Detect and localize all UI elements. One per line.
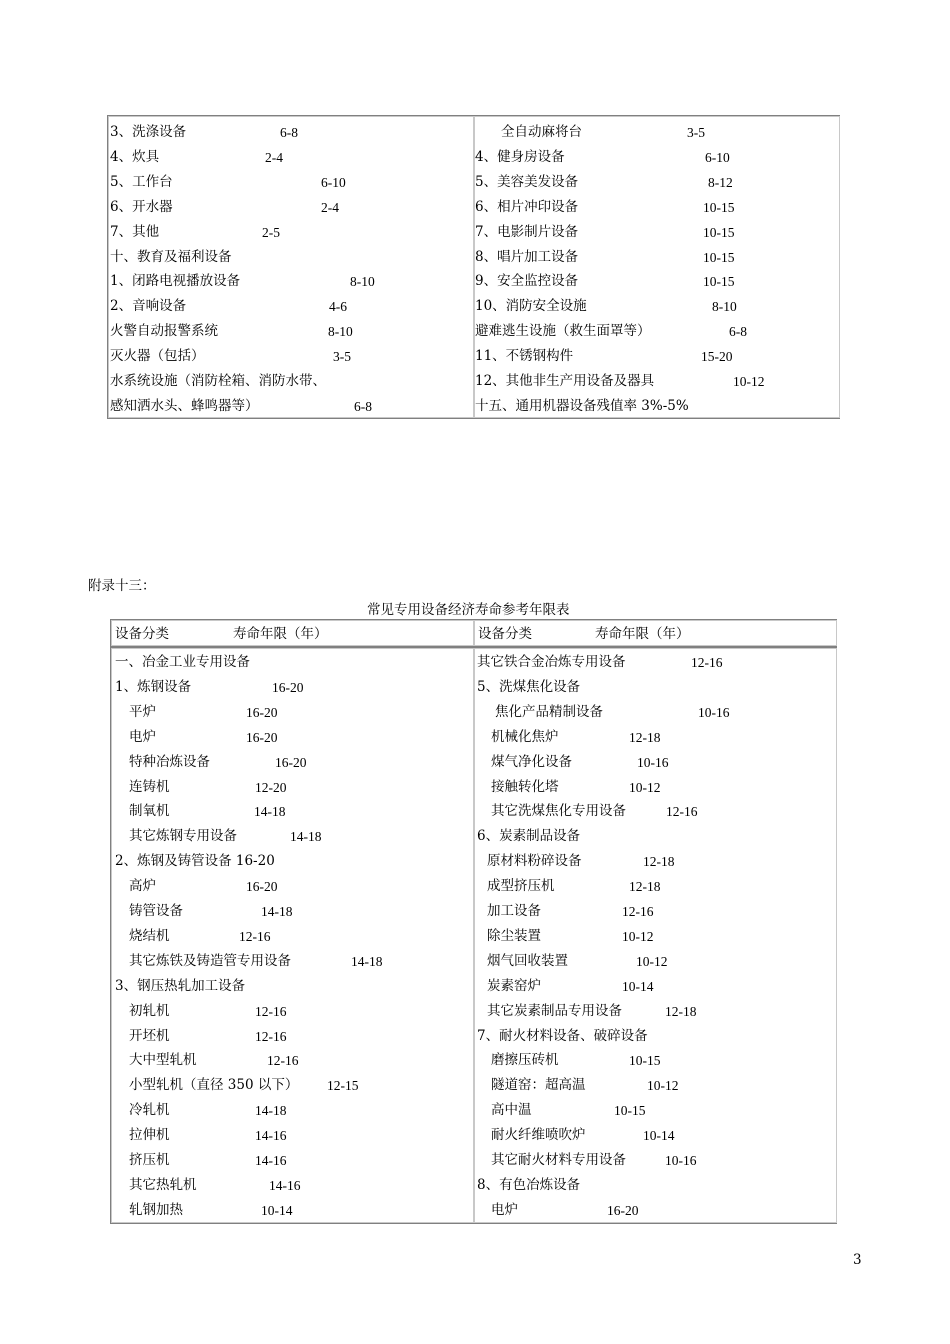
table-row [477,1098,837,1123]
table-row [477,650,837,675]
lifespan-years: 12-18 [643,854,675,870]
equipment-name: 制氧机 [129,803,170,820]
appendix-label: 附录十三： [88,578,156,594]
equipment-name: 火警自动报警系统 [110,323,218,340]
equipment-name: 耐火纤维喷吹炉 [491,1127,586,1144]
equipment-name: 铸管设备 [129,903,183,919]
lifespan-years: 10-12 [647,1078,679,1094]
equipment-name: 轧钢加热 [129,1201,183,1218]
lifespan-years: 14-16 [255,1153,287,1168]
table-row [475,245,835,270]
lifespan-years: 16-20 [246,704,278,720]
equipment-name: 全自动麻将台 [501,124,582,140]
table-row [115,1173,475,1198]
equipment-name: 隧道窑：超高温 [491,1077,586,1094]
equipment-name: 炭素窑炉 [487,977,541,994]
table-row [115,1198,475,1223]
lifespan-years: 14-16 [255,1128,287,1144]
equipment-name: 灭火器（包括） [110,348,205,365]
equipment-name: 焦化产品精制设备 [495,703,603,720]
table-row [115,849,475,874]
lifespan-years: 10-15 [629,1053,661,1069]
lifespan-years: 12-18 [665,1003,697,1019]
equipment-name: 电炉 [491,1201,518,1218]
equipment-name: 9、安全监控设备 [475,273,579,290]
table-row [110,120,470,145]
table-row [115,799,475,824]
equipment-name: 特种冶炼设备 [129,753,210,770]
equipment-name: 2、音响设备 [110,298,187,315]
lifespan-years: 14-18 [290,829,322,845]
lifespan-years: 6-8 [729,324,747,340]
table-row [110,220,470,245]
table-row [477,1148,837,1173]
equipment-name: 成型挤压机 [487,878,555,895]
lifespan-years: 10-12 [636,953,668,969]
lifespan-years: 10-15 [614,1103,646,1119]
equipment-name: 小型轧机（直径 350 以下） [129,1077,299,1094]
table-row [475,195,835,220]
equipment-name: 高炉 [129,878,156,895]
table-row [115,650,475,675]
equipment-name: 高中温 [491,1102,532,1119]
equipment-name: 十、教育及福利设备 [110,248,232,265]
table-2-header-left [115,622,465,647]
table-row [477,1048,837,1073]
lifespan-years: 8-10 [328,324,353,340]
equipment-name: 一、冶金工业专用设备 [115,654,250,670]
lifespan-years: 3-5 [687,125,705,140]
page-number: 3 [853,1252,862,1268]
table-row [477,1073,837,1098]
table-row [110,294,470,319]
equipment-name: 烟气回收装置 [487,952,568,969]
lifespan-years: 12-16 [622,904,654,919]
lifespan-years: 10-15 [703,274,735,290]
equipment-name: 其它热轧机 [129,1176,197,1193]
lifespan-years: 16-20 [246,879,278,895]
table-row [477,775,837,800]
equipment-name: 7、耐火材料设备、破碎设备 [477,1027,648,1044]
lifespan-years: 10-12 [622,928,654,944]
equipment-name: 烧结机 [129,927,170,944]
table-row [115,999,475,1024]
table-row [110,369,470,394]
lifespan-years: 8-10 [350,274,375,290]
lifespan-years: 6-10 [705,149,730,165]
table-row [115,1048,475,1073]
table-row [475,369,835,394]
lifespan-years: 12-16 [666,804,698,820]
table-row [475,120,835,145]
lifespan-years: 10-12 [629,779,661,795]
equipment-name: 机械化焦炉 [491,728,559,745]
equipment-name: 6、炭素制品设备 [477,828,581,845]
table-row [477,974,837,999]
equipment-name: 其它铁合金冶炼专用设备 [477,654,626,670]
table-row [110,145,470,170]
lifespan-years: 12-16 [691,655,723,670]
lifespan-years: 12-20 [255,779,287,795]
equipment-name: 水系统设施（消防栓箱、消防水带、 [110,373,326,389]
table-row [475,344,835,369]
table-row [115,974,475,999]
equipment-name: 11、不锈钢构件 [475,348,574,365]
header-lifespan-label: 寿命年限（年） [595,626,690,642]
table-row [477,824,837,849]
equipment-name: 7、电影制片设备 [475,223,579,240]
equipment-name: 连铸机 [129,778,170,795]
table-row [115,924,475,949]
lifespan-years: 12-16 [255,1003,287,1019]
equipment-name: 1、闭路电视播放设备 [110,273,241,290]
table-row [477,849,837,874]
lifespan-years: 14-18 [351,953,383,969]
equipment-name: 12、其他非生产用设备及器具 [475,373,655,389]
table-row [115,1123,475,1148]
equipment-name: 开坯机 [129,1027,170,1044]
table-row [477,999,837,1024]
equipment-name: 6、相片冲印设备 [475,198,579,215]
equipment-name: 感知洒水头、蜂鸣器等） [110,397,259,414]
lifespan-years: 6-8 [354,398,372,414]
equipment-name: 煤气净化设备 [491,753,572,770]
equipment-name: 3、洗涤设备 [110,124,187,140]
table-2-title: 常见专用设备经济寿命参考年限表 [367,602,570,618]
lifespan-years: 14-16 [269,1177,301,1193]
equipment-name: 其它炭素制品专用设备 [487,1002,622,1019]
table-row [115,1148,475,1173]
equipment-name: 5、美容美发设备 [475,173,579,190]
lifespan-years: 10-16 [665,1153,697,1168]
equipment-name: 1、炼钢设备 [115,678,192,695]
header-category-label: 设备分类 [115,626,169,642]
table-row [115,874,475,899]
equipment-name: 避难逃生设施（救生面罩等） [475,323,651,340]
table-row [110,269,470,294]
lifespan-years: 16-20 [246,729,278,745]
table-row [475,220,835,245]
table-row [475,294,835,319]
table-row [110,170,470,195]
equipment-name: 7、其他 [110,223,160,240]
lifespan-years: 6-8 [280,125,298,140]
table-row [477,949,837,974]
table-row [477,924,837,949]
lifespan-years: 2-5 [262,224,280,240]
lifespan-years: 3-5 [333,349,351,365]
equipment-name: 初轧机 [129,1002,170,1019]
table-row [110,344,470,369]
lifespan-years: 6-10 [321,174,346,190]
lifespan-years: 8-10 [712,299,737,315]
equipment-name: 4、炊具 [110,148,160,165]
table-row [115,1098,475,1123]
table-row [477,799,837,824]
equipment-name: 十五、通用机器设备残值率 3%-5% [475,397,689,414]
table-row [115,725,475,750]
lifespan-years: 14-18 [255,1103,287,1119]
table-row [477,1123,837,1148]
lifespan-years: 4-6 [329,299,347,315]
equipment-name: 除尘装置 [487,927,541,944]
equipment-name: 大中型轧机 [129,1052,197,1069]
table-row [115,899,475,924]
table-row [110,319,470,344]
table-row [477,750,837,775]
equipment-name: 冷轧机 [129,1102,170,1119]
lifespan-years: 10-16 [698,704,730,720]
table-row [115,1073,475,1098]
equipment-name: 平炉 [129,703,156,720]
equipment-name: 接触转化塔 [491,778,559,795]
lifespan-years: 8-12 [708,174,733,190]
equipment-name: 原材料粉碎设备 [487,853,582,870]
lifespan-years: 16-20 [275,754,307,770]
header-category-label: 设备分类 [478,626,532,642]
equipment-name: 拉伸机 [129,1127,170,1144]
table-row [475,170,835,195]
table-row [475,145,835,170]
equipment-name: 8、唱片加工设备 [475,248,579,265]
table-row [477,874,837,899]
table-row [115,700,475,725]
table-row [477,1173,837,1198]
lifespan-years: 2-4 [265,149,283,165]
lifespan-years: 10-15 [703,224,735,240]
table-row [475,394,835,419]
lifespan-years: 12-16 [267,1053,299,1069]
lifespan-years: 10-12 [733,374,765,389]
lifespan-years: 12-16 [255,1028,287,1044]
equipment-name: 加工设备 [487,903,541,919]
table-row [110,394,470,419]
lifespan-years: 14-18 [261,904,293,919]
equipment-name: 8、有色冶炼设备 [477,1176,581,1193]
lifespan-years: 10-15 [703,249,735,265]
lifespan-years: 12-15 [327,1078,359,1094]
table-row [477,700,837,725]
table-row [115,824,475,849]
table-row [115,949,475,974]
equipment-name: 5、工作台 [110,173,173,190]
table-row [110,195,470,220]
equipment-name: 3、钢压热轧加工设备 [115,977,246,994]
equipment-name: 10、消防安全设施 [475,298,587,315]
equipment-name: 磨擦压砖机 [491,1052,559,1069]
equipment-name: 6、开水器 [110,198,173,215]
equipment-name: 挤压机 [129,1152,170,1168]
equipment-name: 其它耐火材料专用设备 [491,1152,626,1168]
table-row [477,1198,837,1223]
table-row [477,1024,837,1049]
equipment-name: 其它洗煤焦化专用设备 [491,803,626,820]
table-row [110,245,470,270]
lifespan-years: 16-20 [272,679,304,695]
equipment-name: 5、洗煤焦化设备 [477,678,581,695]
table-row [115,775,475,800]
table-row [115,750,475,775]
lifespan-years: 14-18 [254,804,286,820]
header-lifespan-label: 寿命年限（年） [233,626,328,642]
table-2-header-right [478,622,828,647]
equipment-name: 其它炼铁及铸造管专用设备 [129,952,291,969]
lifespan-years: 10-14 [622,978,654,994]
table-row [115,675,475,700]
lifespan-years: 10-15 [703,199,735,215]
lifespan-years: 12-16 [239,928,271,944]
table-row [475,319,835,344]
table-row [115,1024,475,1049]
lifespan-years: 16-20 [607,1202,639,1218]
lifespan-years: 15-20 [701,349,733,365]
table-row [477,675,837,700]
table-row [475,269,835,294]
lifespan-years: 2-4 [321,199,339,215]
lifespan-years: 10-16 [637,754,669,770]
lifespan-years: 10-14 [643,1128,675,1144]
lifespan-years: 10-14 [261,1202,293,1218]
table-row [477,725,837,750]
equipment-name: 2、炼钢及铸管设备 16-20 [115,853,275,870]
equipment-name: 其它炼钢专用设备 [129,828,237,845]
lifespan-years: 12-18 [629,729,661,745]
equipment-name: 4、健身房设备 [475,148,565,165]
lifespan-years: 12-18 [629,879,661,895]
equipment-name: 电炉 [129,728,156,745]
table-row [477,899,837,924]
